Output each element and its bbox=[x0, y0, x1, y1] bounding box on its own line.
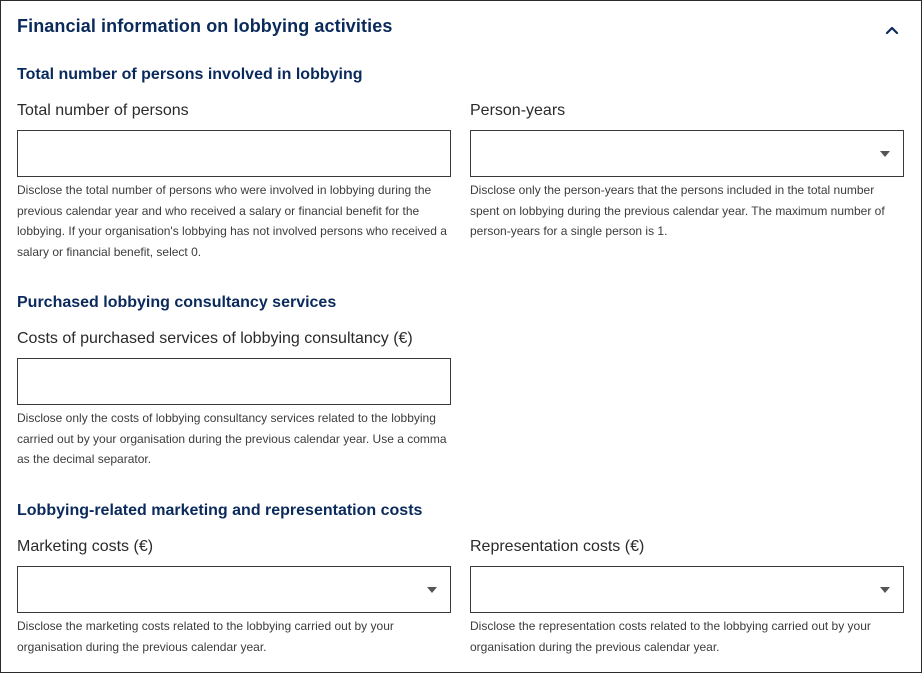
total-persons-field[interactable] bbox=[18, 131, 450, 176]
panel-title: Financial information on lobbying activities bbox=[17, 16, 393, 36]
section-heading-marketing: Lobbying-related marketing and representation costs bbox=[17, 502, 423, 519]
section-heading-consultancy: Purchased lobbying consultancy services bbox=[17, 294, 337, 311]
marketing-costs-help: Disclose the marketing costs related to the lobbying carried out by your organisation during the previous calendar year. bbox=[17, 619, 394, 654]
consultancy-costs-help: Disclose only the costs of lobbying consultancy services related to the lobbying carried out by your organisation during the previous calendar year. Use a comma as the decimal separator. bbox=[17, 411, 447, 466]
total-persons-help: Disclose the total number of persons who were involved in lobbying during the previous calendar year and who received a salary or financial benefit for the lobbying. If your organisation's lobbying has not involved persons who received a salary or financial benefit, select 0. bbox=[17, 183, 447, 259]
representation-costs-select[interactable] bbox=[470, 566, 904, 613]
person-years-label: Person-years bbox=[470, 102, 566, 119]
person-years-help: Disclose only the person-years that the persons included in the total number spent on lobbying during the previous calendar year. The maximum number of person-years for a single person is 1. bbox=[470, 183, 885, 238]
chevron-down-icon[interactable] bbox=[880, 151, 890, 157]
panel-header[interactable] bbox=[1, 1, 921, 57]
representation-costs-help: Disclose the representation costs related to the lobbying carried out by your organisation during the previous calendar year. bbox=[470, 619, 871, 654]
consultancy-costs-label: Costs of purchased services of lobbying consultancy (€) bbox=[17, 330, 413, 347]
total-persons-input[interactable] bbox=[17, 130, 451, 177]
marketing-costs-select[interactable] bbox=[17, 566, 451, 613]
chevron-down-icon[interactable] bbox=[427, 587, 437, 593]
person-years-select[interactable] bbox=[470, 130, 904, 177]
consultancy-costs-field[interactable] bbox=[18, 359, 450, 404]
section-heading-persons: Total number of persons involved in lobbying bbox=[17, 66, 363, 83]
consultancy-costs-input[interactable] bbox=[17, 358, 451, 405]
representation-costs-label: Representation costs (€) bbox=[470, 538, 645, 555]
chevron-down-icon[interactable] bbox=[880, 587, 890, 593]
chevron-up-icon[interactable] bbox=[881, 19, 903, 41]
marketing-costs-label: Marketing costs (€) bbox=[17, 538, 154, 555]
total-persons-label: Total number of persons bbox=[17, 102, 189, 119]
